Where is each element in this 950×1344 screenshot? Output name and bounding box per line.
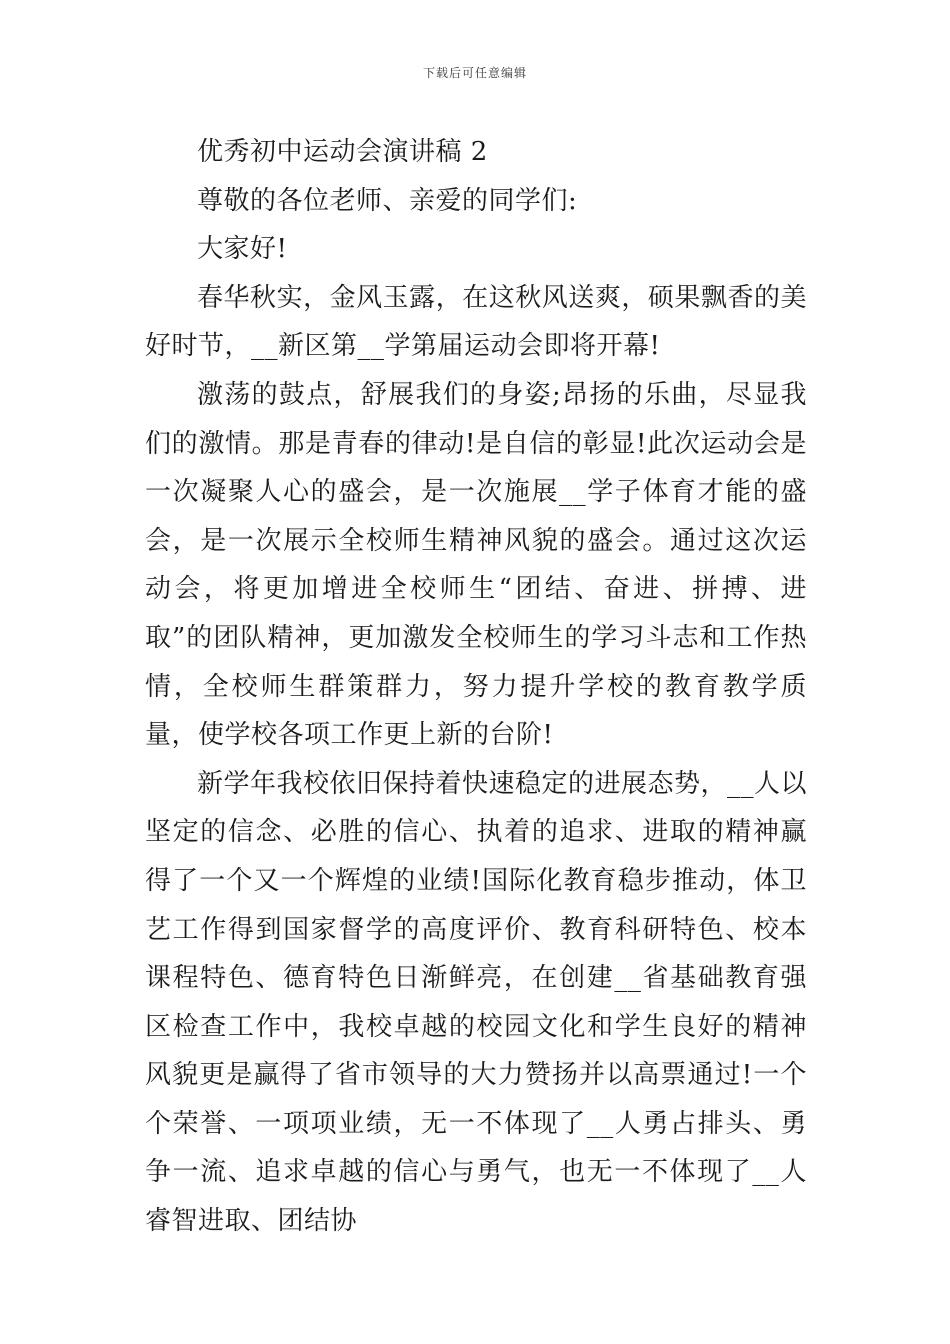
- paragraph: 春华秋实，金风玉露，在这秋风送爽，硕果飘香的美好时节，__新区第__学第届运动会即将开幕!: [145, 282, 807, 362]
- paragraph: 激荡的鼓点，舒展我们的身姿;昂扬的乐曲，尽显我们的激情。那是青春的律动!是自信的彰显!此次运动会是一次凝聚人心的盛会，是一次施展__学子体育才能的盛会，是一次展示全校师生精神风貌的盛会。通过这次运动会，将更加增进全校师生“团结、奋进、拼搏、进取”的团队精神，更加激发全校师生的学习斗志和工作热情，全校师生群策群力，努力提升学校的教育教学质量，使学校各项工作更上新的台阶!: [145, 379, 807, 751]
- salutation: 尊敬的各位老师、亲爱的同学们:: [197, 185, 578, 216]
- greeting: 大家好!: [197, 234, 288, 265]
- header-note: 下载后可任意编辑: [422, 66, 527, 80]
- document-title: 优秀初中运动会演讲稿 2: [197, 137, 488, 167]
- paragraph: 新学年我校依旧保持着快速稳定的进展态势，__人以坚定的信念、必胜的信心、执着的追求、进取的精神赢得了一个又一个辉煌的业绩!国际化教育稳步推动，体卫艺工作得到国家督学的高度评价、教育科研特色、校本课程特色、德育特色日渐鲜亮，在创建__省基础教育强区检查工作中，我校卓越的校园文化和学生良好的精神风貌更是赢得了省市领导的大力赞扬并以高票通过!一个个荣誉、一项项业绩，无一不体现了__人勇占排头、勇争一流、追求卓越的信心与勇气，也无一不体现了__人睿智进取、团结协: [145, 768, 808, 1237]
- document-body: [145, 128, 807, 1246]
